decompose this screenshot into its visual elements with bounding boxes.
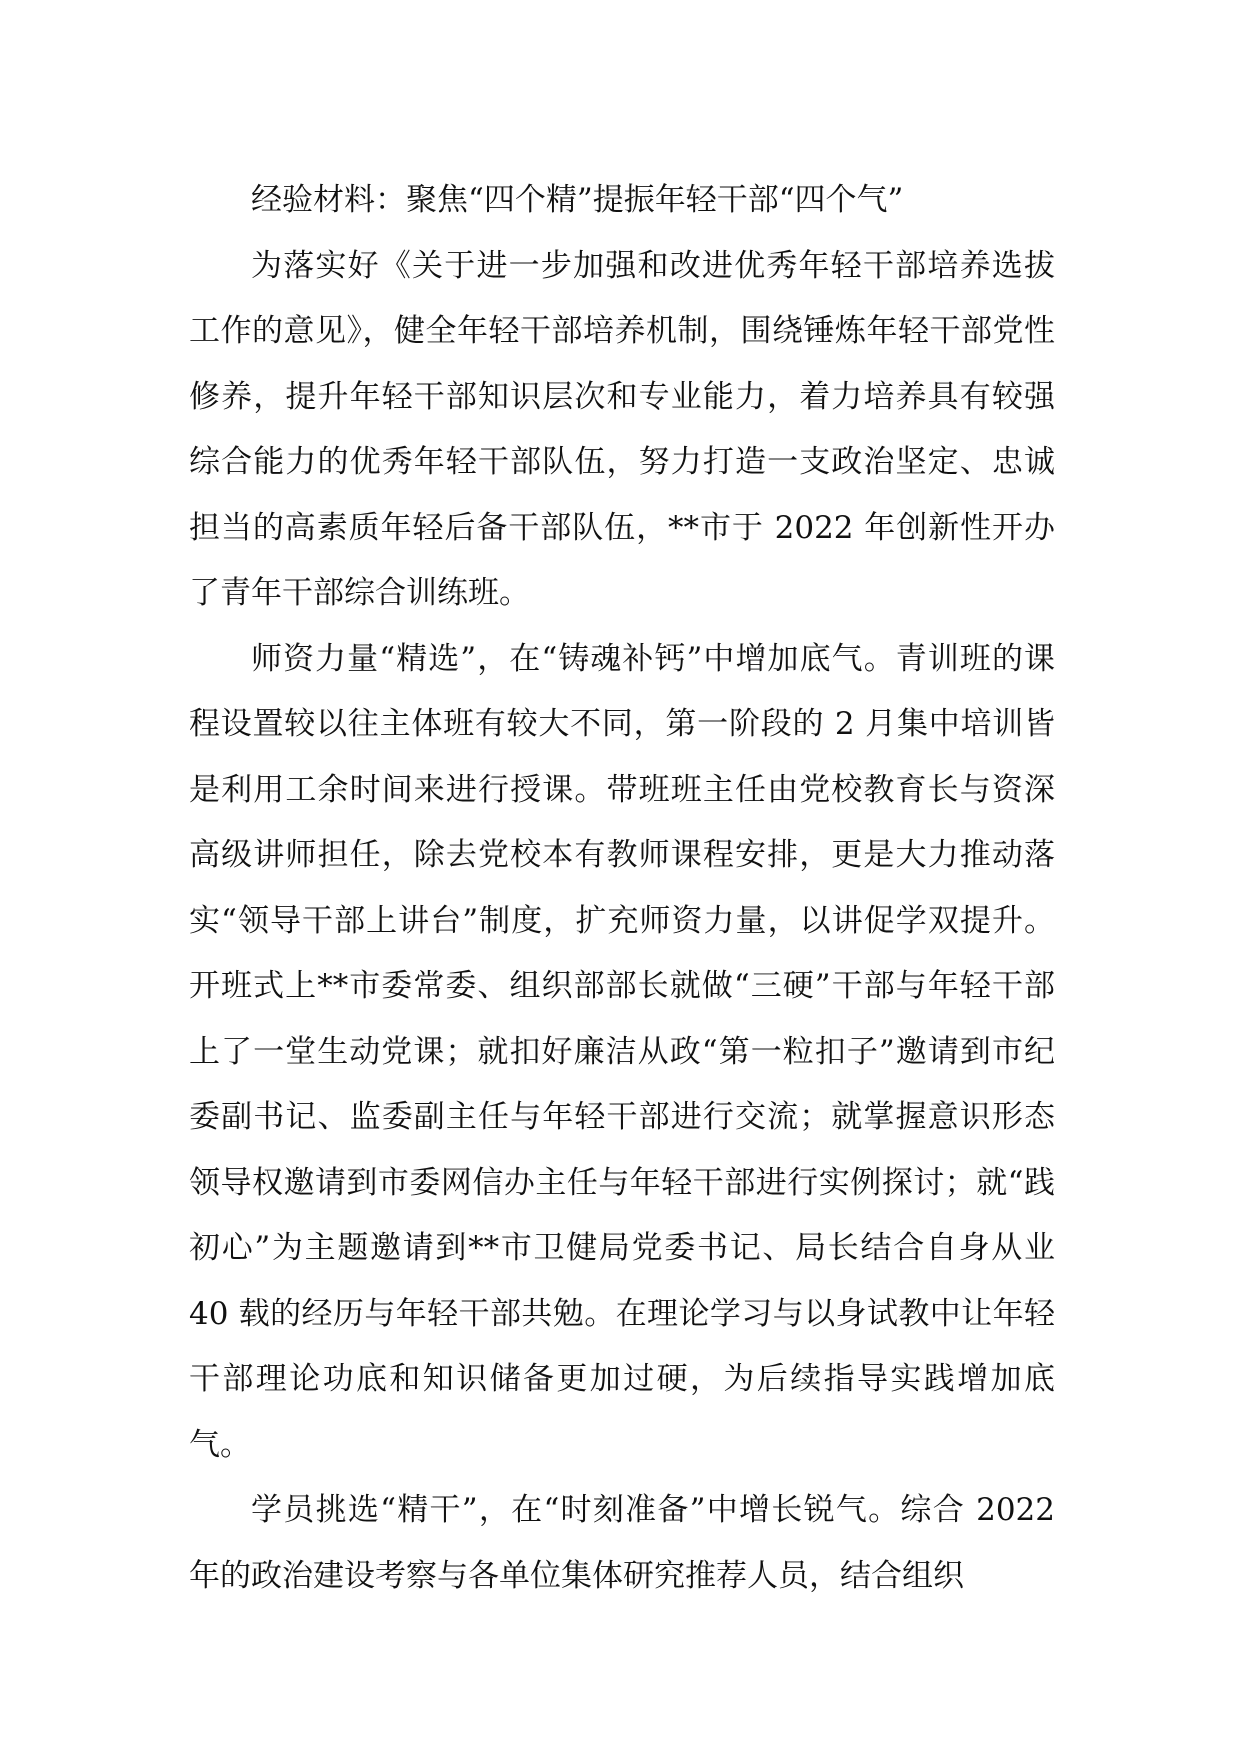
paragraph-faculty: 师资力量“精选”，在“铸魂补钙”中增加底气。青训班的课程设置较以往主体班有较大不同，第一阶段的 2 月集中培训皆是利用工余时间来进行授课。带班班主任由党校教育长与资深高级讲师担任，除去党校本有教师课程安排，更是大力推动落实“领导干部上讲台”制度，扩充师资力量，以讲促学双提升。开班式上**市委常委、组织部部长就做“三硬”干部与年轻干部上了一堂生动党课；就扣好廉洁从政“第一粒扣子”邀请到市纪委副书记、监委副主任与年轻干部进行交流；就掌握意识形态领导权邀请到市委网信办主任与年轻干部进行实例探讨；就“践初心”为主题邀请到**市卫健局党委书记、局长结合自身从业 40 载的经历与年轻干部共勉。在理论学习与以身试教中让年轻干部理论功底和知识储备更加过硬，为后续指导实践增加底气。 (189, 640, 1055, 1463)
document-title: 经验材料：聚焦“四个精”提振年轻干部“四个气” (251, 182, 904, 218)
paragraph-intro: 为落实好《关于进一步加强和改进优秀年轻干部培养选拔工作的意见》，健全年轻干部培养机制，围绕锤炼年轻干部党性修养，提升年轻干部知识层次和专业能力，着力培养具有较强综合能力的优秀年轻干部队伍，努力打造一支政治坚定、忠诚担当的高素质年轻后备干部队伍，**市于 2022 年创新性开办了青年干部综合训练班。 (189, 247, 1055, 611)
paragraph-trainees: 学员挑选“精干”，在“时刻准备”中增长锐气。综合 2022 年的政治建设考察与各单位集体研究推荐人员，结合组织 (189, 1492, 1055, 1594)
document-page (189, 168, 1055, 1609)
